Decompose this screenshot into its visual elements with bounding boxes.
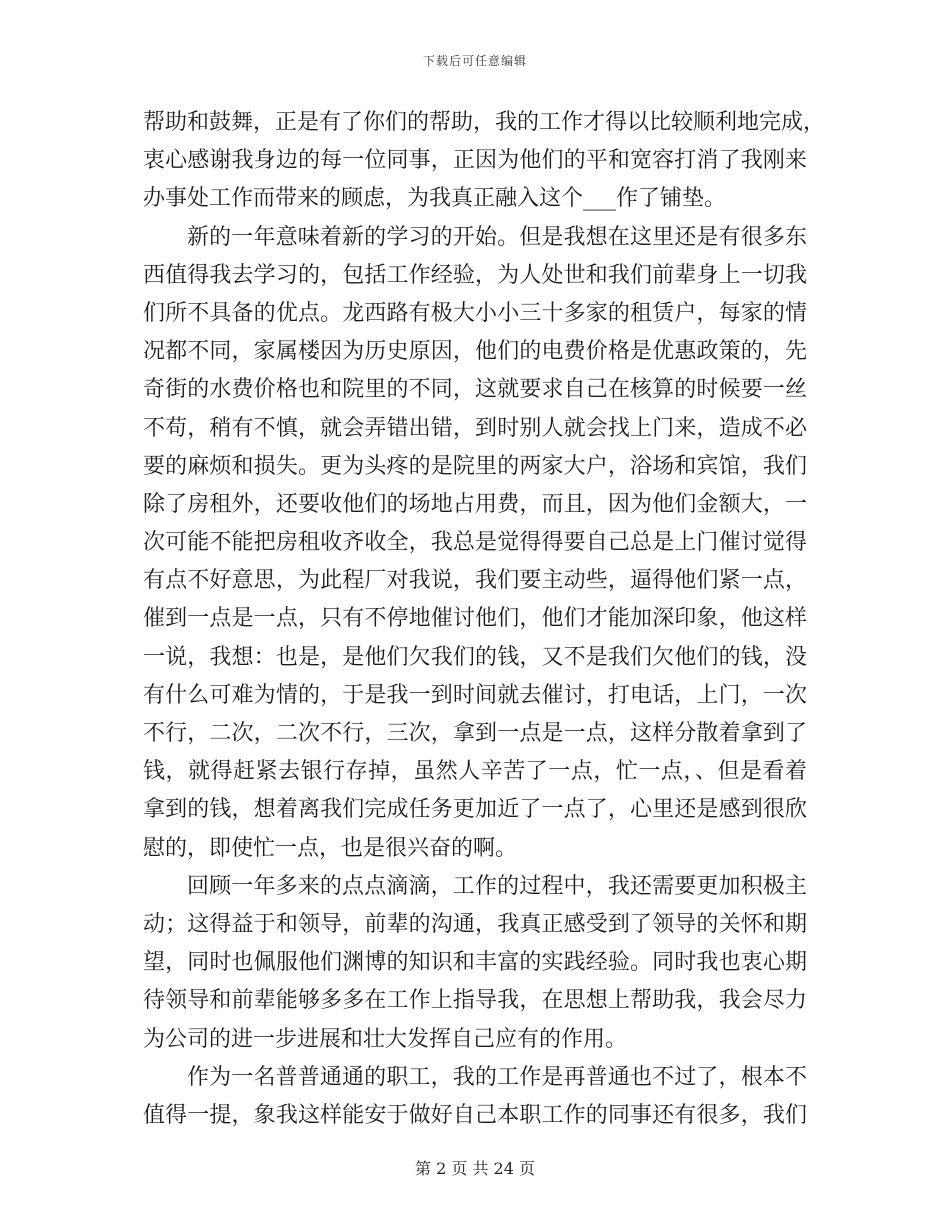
text-line: 钱，就得赶紧去银行存掉，虽然人辛苦了一点，忙一点，、但是看着: [143, 759, 807, 785]
text-line: 要的麻烦和损失。更为头疼的是院里的两家大户，浴场和宾馆，我们: [143, 453, 807, 479]
text-line: 值得一提，象我这样能安于做好自己本职工作的同事还有很多，我们: [143, 1102, 807, 1128]
text-line: 况都不同，家属楼因为历史原因，他们的电费价格是优惠政策的，先: [143, 339, 807, 365]
text-line: 除了房租外，还要收他们的场地占用费，而且，因为他们金额大，一: [143, 491, 807, 517]
text-line: 次可能不能把房租收齐收全，我总是觉得得要自己总是上门催讨觉得: [143, 530, 807, 556]
text-line: 有点不好意思，为此程厂对我说，我们要主动些，逼得他们紧一点，: [143, 568, 807, 594]
text-line: 催到一点是一点，只有不停地催讨他们，他们才能加深印象，他这样: [143, 606, 807, 632]
page-number-footer: 第 2 页 共 24 页: [415, 1159, 535, 1178]
text-line: 们所不具备的优点。龙西路有极大小小三十多家的租赁户，每家的情: [143, 300, 807, 326]
text-line: 奇街的水费价格也和院里的不同，这就要求自己在核算的时候要一丝: [143, 377, 807, 403]
text-line: 动；这得益于和领导，前辈的沟通，我真正感受到了领导的关怀和期: [143, 911, 807, 937]
text-line: 不苟，稍有不慎，就会弄错出错，到时别人就会找上门来，造成不必: [143, 415, 807, 441]
paragraph-first-line: 新的一年意味着新的学习的开始。但是我想在这里还是有很多东: [187, 224, 807, 250]
paragraph-first-line: 作为一名普普通通的职工，我的工作是再普通也不过了，根本不: [187, 1064, 807, 1090]
text-line: 有什么可难为情的，于是我一到时间就去催讨，打电话，上门，一次: [143, 682, 807, 708]
paragraph-first-line: 回顾一年多来的点点滴滴，工作的过程中，我还需要更加积极主: [187, 873, 807, 899]
text-line: 拿到的钱，想着离我们完成任务更加近了一点了，心里还是感到很欣: [143, 797, 807, 823]
document-body: [143, 104, 826, 1135]
text-line: 一说，我想：也是，是他们欠我们的钱，又不是我们欠他们的钱，没: [143, 644, 807, 670]
text-line: 不行，二次，二次不行，三次，拿到一点是一点，这样分散着拿到了: [143, 721, 807, 746]
page-header: 下载后可任意编辑: [422, 54, 527, 68]
text-line: 衷心感谢我身边的每一位同事，正因为他们的平和宽容打消了我刚来: [143, 148, 807, 174]
text-line: 慰的，即使忙一点，也是很兴奋的啊。: [143, 835, 518, 861]
text-line: 望，同时也佩服他们渊博的知识和丰富的实践经验。同时我也衷心期: [143, 950, 807, 976]
text-line: 帮助和鼓舞，正是有了你们的帮助，我的工作才得以比较顺利地完成，: [143, 110, 826, 135]
text-line: 办事处工作而带来的顾虑，为我真正融入这个___作了铺垫。: [143, 186, 727, 212]
text-line: 待领导和前辈能够多多在工作上指导我，在思想上帮助我，我会尽力: [143, 988, 807, 1014]
text-line: 为公司的进一步进展和壮大发挥自己应有的作用。: [143, 1026, 628, 1052]
text-line: 西值得我去学习的，包括工作经验，为人处世和我们前辈身上一切我: [143, 262, 807, 288]
